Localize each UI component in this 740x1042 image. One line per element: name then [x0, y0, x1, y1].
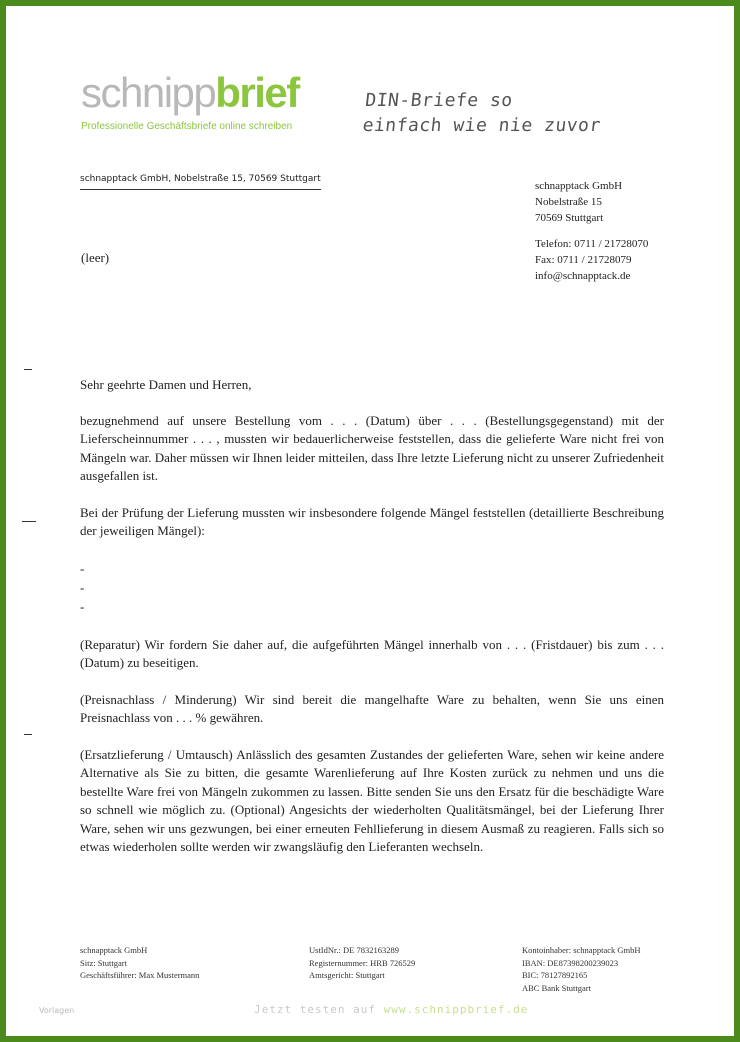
footer-text: Kontoinhaber: schnapptack GmbH: [522, 945, 641, 955]
paragraph-price-reduction: (Preisnachlass / Minderung) Wir sind bereit die mangelhafte Ware zu behalten, wenn Sie uns einen Preisnachlass von . . . % gewähren.: [80, 691, 664, 725]
vorlagen-label: Vorlagen: [39, 1006, 75, 1015]
footer-text: UstIdNr.: DE 7832163289: [309, 945, 399, 955]
footer-registry-column: [309, 944, 415, 982]
defect-list: [80, 559, 664, 616]
sender-contact-block: [535, 178, 648, 284]
contact-fax: Fax: 0711 / 21728079: [535, 254, 632, 266]
paragraph-intro: bezugnehmend auf unsere Bestellung vom . . . (Datum) über . . . (Bestellungsgegenstand) mit der Lieferscheinnummer . . . , mussten wir bedauerlicherweise feststellen, dass die gelieferte Ware nicht frei von Mängeln war. Daher müssen wir Ihnen leider mitteilen, dass Ihre letzte Lieferung nicht zu unserer Zufriedenheit ausgefallen ist.: [80, 412, 664, 483]
footer-text: schnapptack GmbH: [80, 945, 148, 955]
fold-mark-top: [24, 369, 32, 370]
contact-email: info@schnapptack.de: [535, 270, 631, 282]
sender-return-address: schnapptack GmbH, Nobelstraße 15, 70569 Stuttgart: [80, 174, 321, 190]
slogan-line-2: einfach wie nie zuvor: [361, 115, 602, 136]
footer-text: Geschäftsführer: Max Mustermann: [80, 970, 200, 980]
list-item: -: [80, 560, 85, 576]
cta-link[interactable]: www.schnippbrief.de: [383, 1003, 529, 1016]
contact-city: 70569 Stuttgart: [535, 212, 604, 224]
footer-text: ABC Bank Stuttgart: [522, 982, 591, 993]
slogan: [361, 88, 604, 138]
paragraph-replacement: (Ersatzlieferung / Umtausch) Anlässlich des gesamten Zustandes der gelieferten Ware, sehen wir keine andere Alternative als Sie zu bitten, die gesamte Warenlieferung auf Ihre Kosten zurück zu nehmen und uns die bestellte Ware frei von Mängeln zukommen zu lassen. Bitte senden Sie uns den Ersatz für die beschädigte Ware so schnell wie möglich zu. (Optional) Angesichts der wiederholten Qualitätsmängel, bei der Lieferung Ihrer Ware, sehen wir uns gezwungen, bei einer erneuten Fehllieferung in diesem Ausmaß zu reagieren. Falls sich so etwas wiederholen sollte werden wir zwangsläufig den Lieferanten wechseln.: [80, 746, 664, 854]
fold-mark-bottom: [24, 734, 32, 735]
logo: [81, 69, 299, 132]
contact-phone: Telefon: 0711 / 21728070: [535, 238, 649, 250]
call-to-action: [254, 1003, 528, 1016]
recipient-address: (leer): [81, 250, 110, 265]
footer-text: Registernummer: HRB 726529: [309, 957, 416, 968]
logo-part-schnipp: schnipp: [81, 69, 216, 116]
list-item: -: [80, 579, 85, 595]
punch-mark: [22, 521, 36, 522]
paragraph-defects: Bei der Prüfung der Lieferung mussten wir insbesondere folgende Mängel feststellen (detaillierte Beschreibung der jeweiligen Mängel):: [80, 504, 664, 538]
contact-street: Nobelstraße 15: [535, 196, 602, 208]
footer-bank-column: [522, 944, 641, 994]
footer-text: Amtsgericht: Stuttgart: [309, 970, 385, 980]
list-item: -: [80, 598, 85, 614]
salutation: Sehr geehrte Damen und Herren,: [80, 377, 252, 392]
letter-body: [80, 376, 664, 875]
cta-text: Jetzt testen auf: [254, 1003, 384, 1016]
footer-company-column: [80, 944, 199, 982]
contact-company: schnapptack GmbH: [535, 180, 623, 192]
paragraph-repair: (Reparatur) Wir fordern Sie daher auf, die aufgeführten Mängel innerhalb von . . . (Fristdauer) bis zum . . . (Datum) zu beseitigen.: [80, 636, 664, 670]
footer-text: BIC: 78127892165: [522, 970, 588, 980]
footer-text: IBAN: DE87398200239023: [522, 957, 619, 968]
logo-wordmark: [81, 69, 299, 116]
logo-part-brief: brief: [215, 69, 299, 116]
slogan-line-1: DIN-Briefe so: [364, 90, 514, 111]
logo-tagline: Professionelle Geschäftsbriefe online schreiben: [81, 121, 293, 132]
footer-text: Sitz: Stuttgart: [80, 957, 127, 968]
